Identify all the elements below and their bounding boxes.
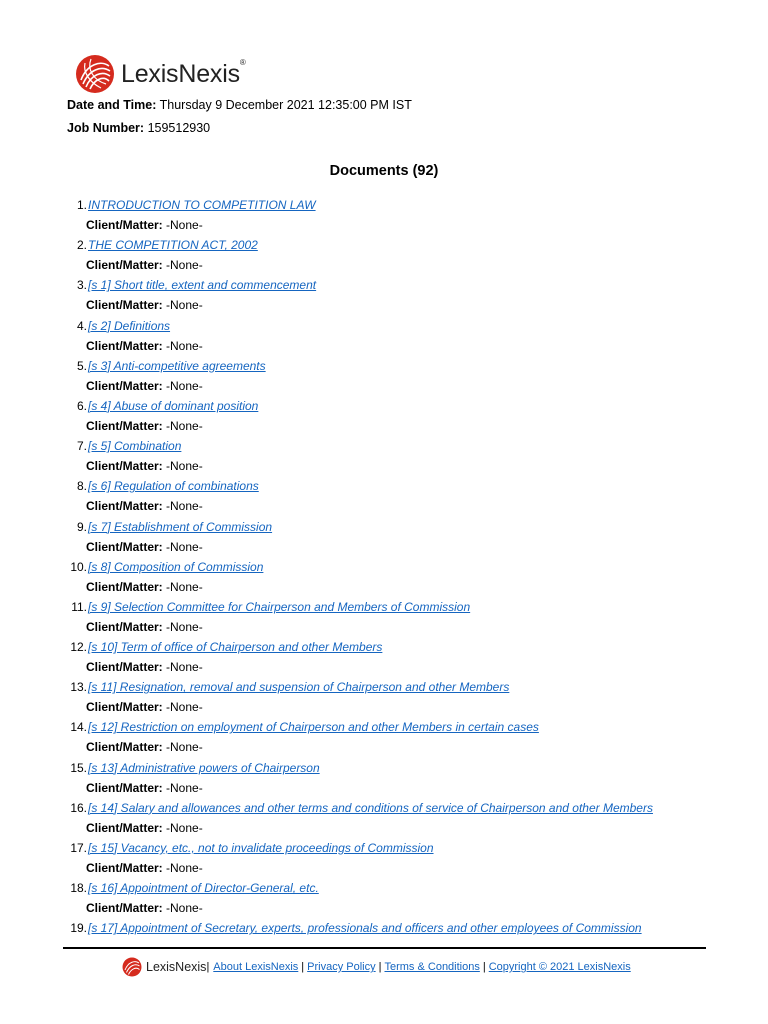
item-number: 19.: [70, 921, 87, 936]
list-item: [0, 558, 768, 598]
client-matter-label: Client/Matter:: [86, 418, 163, 433]
footer-brand: LexisNexis: [146, 960, 207, 974]
document-link[interactable]: [s 4] Abuse of dominant position: [88, 398, 259, 413]
client-matter-line: [86, 337, 203, 355]
date-time-line: [67, 98, 412, 112]
document-line: [0, 879, 319, 897]
item-number: 16.: [70, 800, 87, 815]
list-item: [0, 357, 768, 397]
footer-separator: |: [482, 961, 486, 973]
document-link[interactable]: [s 2] Definitions: [88, 318, 171, 333]
list-item: [0, 879, 768, 919]
document-link[interactable]: [s 10] Term of office of Chairperson and other Members: [88, 640, 383, 655]
document-link[interactable]: [s 11] Resignation, removal and suspension of Chairperson and other Members: [88, 680, 510, 695]
client-matter-value: -None-: [162, 700, 203, 715]
client-matter-line: [86, 256, 203, 274]
footer-brand-bar: |: [206, 961, 210, 973]
client-matter-line: [86, 618, 203, 636]
document-list: [0, 196, 768, 960]
item-number: 14.: [70, 720, 87, 735]
document-line: [0, 759, 320, 777]
document-line: [0, 437, 181, 455]
client-matter-label: Client/Matter:: [86, 861, 163, 875]
footer-separator: |: [301, 961, 305, 973]
list-item: [0, 477, 768, 517]
item-number: 5.: [76, 358, 87, 373]
client-matter-value: -None-: [162, 780, 203, 795]
list-item: [0, 276, 768, 316]
list-item: [0, 718, 768, 758]
page-title: Documents (92): [329, 163, 439, 179]
document-link[interactable]: [s 17] Appointment of Secretary, experts, professionals and officers and other employees of Commission: [88, 921, 642, 936]
document-link[interactable]: INTRODUCTION TO COMPETITION LAW: [88, 198, 316, 212]
client-matter-value: -None-: [162, 258, 203, 273]
client-matter-line: [86, 658, 203, 676]
client-matter-label: Client/Matter:: [86, 459, 163, 474]
document-link[interactable]: [s 12] Restriction on employment of Chairperson and other Members in certain cases: [88, 720, 539, 735]
item-number: 13.: [70, 680, 87, 695]
item-number: 10.: [70, 559, 87, 574]
list-item: [0, 518, 768, 558]
footer-separator: |: [378, 961, 382, 973]
client-matter-label: Client/Matter:: [86, 579, 163, 594]
client-matter-label: Client/Matter:: [86, 901, 163, 916]
client-matter-value: -None-: [162, 298, 203, 313]
document-link[interactable]: [s 15] Vacancy, etc., not to invalidate proceedings of Commission: [88, 841, 434, 855]
document-line: [0, 799, 653, 817]
document-line: [0, 678, 509, 696]
about-link[interactable]: About LexisNexis: [213, 961, 299, 973]
item-number: 9.: [76, 519, 87, 534]
item-number: 1.: [76, 198, 87, 212]
terms-link[interactable]: Terms & Conditions: [384, 961, 480, 973]
item-number: 3.: [76, 278, 87, 293]
privacy-policy-link[interactable]: Privacy Policy: [307, 961, 376, 973]
client-matter-line: [86, 377, 203, 395]
footer-divider: [63, 947, 706, 949]
document-link[interactable]: [s 9] Selection Committee for Chairperson and Members of Commission: [88, 599, 471, 614]
client-matter-line: [86, 819, 203, 837]
client-matter-label: Client/Matter:: [86, 258, 163, 273]
item-number: 7.: [76, 439, 87, 454]
document-line: [0, 196, 316, 214]
client-matter-value: -None-: [162, 660, 203, 675]
document-link[interactable]: [s 5] Combination: [88, 439, 182, 454]
document-link[interactable]: [s 13] Administrative powers of Chairperson: [88, 760, 320, 775]
job-number-line: [67, 121, 210, 135]
lexisnexis-globe-icon: [122, 957, 142, 977]
client-matter-line: [86, 538, 203, 556]
document-line: [0, 919, 642, 937]
document-line: [0, 397, 258, 415]
client-matter-value: -None-: [162, 579, 203, 594]
copyright-link[interactable]: Copyright © 2021 LexisNexis: [488, 961, 631, 973]
client-matter-label: Client/Matter:: [86, 539, 163, 554]
document-line: [0, 276, 316, 294]
document-link[interactable]: [s 6] Regulation of combinations: [88, 479, 259, 494]
client-matter-value: -None-: [162, 820, 203, 835]
client-matter-line: [86, 296, 203, 314]
document-line: [0, 718, 539, 736]
client-matter-line: [86, 899, 203, 917]
client-matter-line: [86, 497, 203, 515]
client-matter-line: [86, 417, 203, 435]
client-matter-label: Client/Matter:: [86, 338, 163, 353]
document-line: [0, 317, 170, 335]
list-item: [0, 196, 768, 236]
client-matter-value: -None-: [162, 740, 203, 755]
client-matter-line: [86, 578, 203, 596]
client-matter-value: -None-: [162, 901, 203, 916]
client-matter-value: -None-: [162, 378, 203, 393]
document-link[interactable]: [s 7] Establishment of Commission: [88, 519, 273, 534]
list-item: [0, 839, 768, 879]
client-matter-label: Client/Matter:: [86, 619, 163, 634]
list-item: [0, 397, 768, 437]
document-link[interactable]: THE COMPETITION ACT, 2002: [88, 238, 258, 253]
client-matter-line: [86, 859, 203, 877]
document-line: [0, 638, 382, 656]
client-matter-line: [86, 216, 203, 234]
client-matter-label: Client/Matter:: [86, 378, 163, 393]
client-matter-value: -None-: [162, 499, 203, 514]
document-line: [0, 477, 259, 495]
item-number: 4.: [76, 318, 87, 333]
client-matter-label: Client/Matter:: [86, 700, 163, 715]
document-link[interactable]: [s 14] Salary and allowances and other terms and conditions of service of Chairperson and other Members: [88, 800, 653, 815]
item-number: 8.: [76, 479, 87, 494]
job-value: 159512930: [144, 121, 211, 135]
document-line: [0, 518, 272, 536]
lexisnexis-logo: [75, 54, 246, 94]
client-matter-line: [86, 698, 203, 716]
document-line: [0, 558, 263, 576]
document-link[interactable]: [s 16] Appointment of Director-General, etc.: [88, 881, 319, 896]
item-number: 12.: [70, 640, 87, 655]
job-label: Job Number:: [67, 121, 145, 135]
list-item: [0, 236, 768, 276]
document-link[interactable]: [s 1] Short title, extent and commencement: [88, 278, 317, 293]
client-matter-value: -None-: [162, 218, 203, 232]
client-matter-value: -None-: [162, 539, 203, 554]
client-matter-line: [86, 779, 203, 797]
client-matter-value: -None-: [162, 418, 203, 433]
document-link[interactable]: [s 8] Composition of Commission: [88, 559, 264, 574]
lexisnexis-globe-icon: [75, 54, 115, 94]
list-item: [0, 437, 768, 477]
list-item: [0, 678, 768, 718]
item-number: 18.: [70, 881, 87, 896]
client-matter-value: -None-: [162, 619, 203, 634]
client-matter-line: [86, 457, 203, 475]
list-item: [0, 317, 768, 357]
client-matter-label: Client/Matter:: [86, 660, 163, 675]
date-label: Date and Time:: [67, 98, 157, 112]
client-matter-label: Client/Matter:: [86, 298, 163, 313]
item-number: 11.: [71, 599, 87, 614]
item-number: 15.: [70, 760, 87, 775]
document-line: [0, 598, 470, 616]
client-matter-value: -None-: [162, 459, 203, 474]
client-matter-value: -None-: [162, 861, 203, 875]
item-number: 17.: [70, 841, 87, 855]
list-item: [0, 638, 768, 678]
item-number: 6.: [76, 398, 87, 413]
client-matter-value: -None-: [162, 338, 203, 353]
document-line: [0, 839, 434, 857]
footer: [122, 957, 631, 977]
list-item: [0, 919, 768, 959]
list-item: [0, 799, 768, 839]
list-item: [0, 598, 768, 638]
list-item: [0, 759, 768, 799]
client-matter-label: Client/Matter:: [86, 820, 163, 835]
date-value: Thursday 9 December 2021 12:35:00 PM IST: [156, 98, 412, 112]
client-matter-label: Client/Matter:: [86, 740, 163, 755]
client-matter-label: Client/Matter:: [86, 218, 163, 232]
document-line: [0, 236, 258, 254]
brand-wordmark: LexisNexis®: [121, 57, 246, 88]
client-matter-label: Client/Matter:: [86, 499, 163, 514]
document-line: [0, 357, 266, 375]
client-matter-line: [86, 738, 203, 756]
item-number: 2.: [76, 238, 87, 253]
document-link[interactable]: [s 3] Anti-competitive agreements: [88, 358, 266, 373]
client-matter-label: Client/Matter:: [86, 780, 163, 795]
